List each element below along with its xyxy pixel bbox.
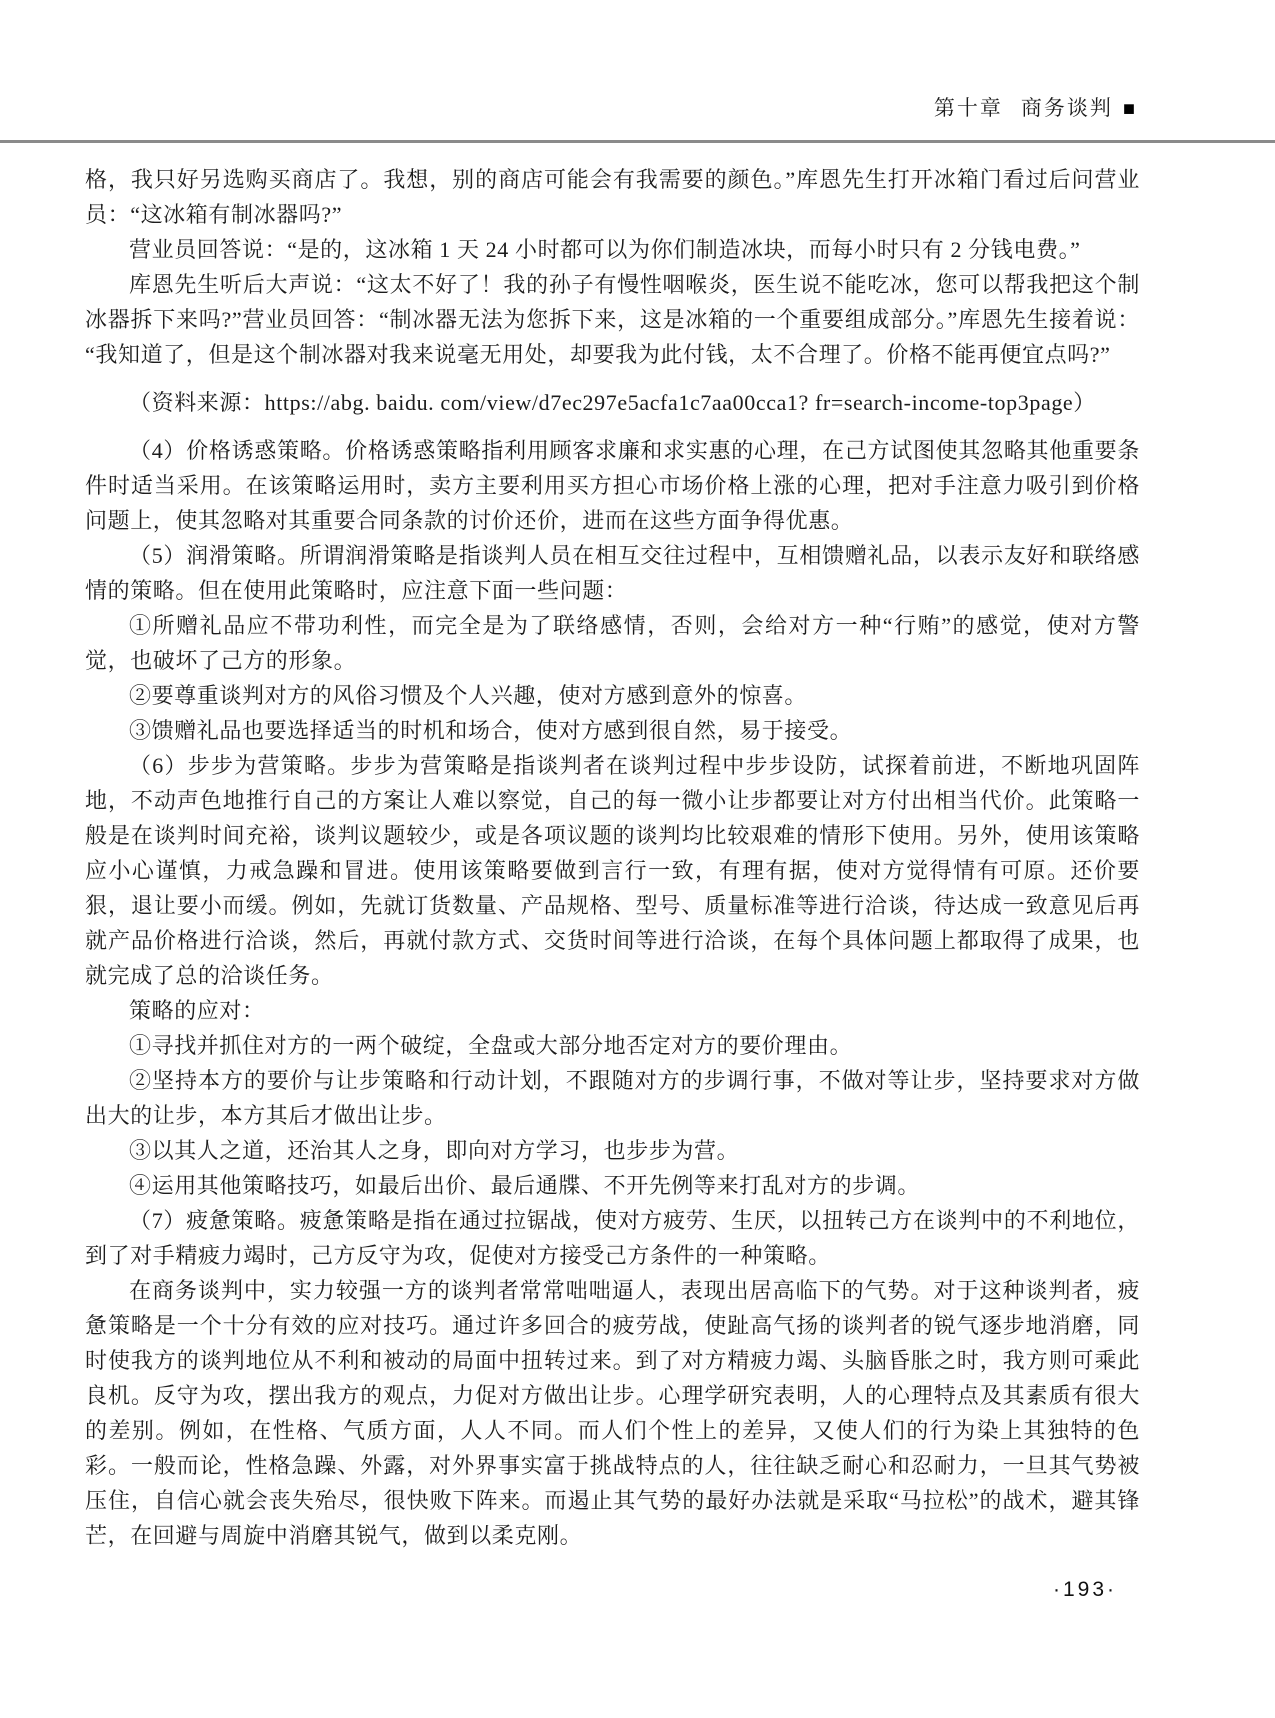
response-item-4: ④运用其他策略技巧，如最后出价、最后通牒、不开先例等来打乱对方的步调。 — [129, 1173, 921, 1198]
paragraph-response-heading: 策略的应对： — [129, 998, 265, 1023]
response-item-2: ②坚持本方的要价与让步策略和行动计划，不跟随对方的步调行事，不做对等让步，坚持要求对方做出大的让步，本方其后才做出让步。 — [85, 1068, 1140, 1128]
paragraph-continuation: 格，我只好另选购买商店了。我想，别的商店可能会有我需要的颜色。”库恩先生打开冰箱门看过后问营业员：“这冰箱有制冰器吗?” — [85, 167, 1140, 227]
response-item-3: ③以其人之道，还治其人之身，即向对方学习，也步步为营。 — [129, 1138, 740, 1163]
list-item-3: ③馈赠礼品也要选择适当的时机和场合，使对方感到很自然，易于接受。 — [129, 718, 853, 743]
paragraph-closing: 在商务谈判中，实力较强一方的谈判者常常咄咄逼人，表现出居高临下的气势。对于这种谈判者，疲惫策略是一个十分有效的应对技巧。通过许多回合的疲劳战，使趾高气扬的谈判者的锐气逐步地消磨，同时使我方的谈判地位从不利和被动的局面中扭转过来。到了对方精疲力竭、头脑昏胀之时，我方则可乘此良机。反守为攻，摆出我方的观点，力促对方做出让步。心理学研究表明，人的心理特点及其素质有很大的差别。例如，在性格、气质方面，人人不同。而人们个性上的差异，又使人们的行为染上其独特的色彩。一般而论，性格急躁、外露，对外界事实富于挑战特点的人，往往缺乏耐心和忍耐力，一旦其气势被压住，自信心就会丧失殆尽，很快败下阵来。而遏止其气势的最好办法就是采取“马拉松”的战术，避其锋芒，在回避与周旋中消磨其锐气，做到以柔克刚。 — [85, 1278, 1140, 1548]
paragraph-strategy-7: （7）疲惫策略。疲惫策略是指在通过拉锯战，使对方疲劳、生厌，以扭转己方在谈判中的不利地位，到了对手精疲力竭时，己方反守为攻，促使对方接受己方条件的一种策略。 — [85, 1208, 1140, 1268]
chapter-title: 商务谈判 — [1020, 96, 1113, 120]
chapter-square-icon: ■ — [1122, 98, 1135, 120]
list-item-1: ①所赠礼品应不带功利性，而完全是为了联络感情，否则，会给对方一种“行贿”的感觉，使对方警觉，也破坏了己方的形象。 — [85, 613, 1140, 673]
chapter-number: 第十章 — [933, 96, 1003, 120]
page-body — [85, 162, 1140, 1553]
response-item-1: ①寻找并抓住对方的一两个破绽，全盘或大部分地否定对方的要价理由。 — [129, 1033, 853, 1058]
page-number: ·193· — [1052, 1578, 1117, 1601]
paragraph-dialogue: 库恩先生听后大声说：“这太不好了！我的孙子有慢性咽喉炎，医生说不能吃冰，您可以帮我把这个制冰器拆下来吗?”营业员回答：“制冰器无法为您拆下来，这是冰箱的一个重要组成部分。”库恩先生接着说：“我知道了，但是这个制冰器对我来说毫无用处，却要我为此付钱，太不合理了。价格不能再便宜点吗?” — [85, 272, 1140, 367]
paragraph-strategy-6: （6）步步为营策略。步步为营策略是指谈判者在谈判过程中步步设防，试探着前进，不断地巩固阵地，不动声色地推行自己的方案让人难以察觉，自己的每一微小让步都要让对方付出相当代价。此策略一般是在谈判时间充裕，谈判议题较少，或是各项议题的谈判均比较艰难的情形下使用。另外，使用该策略应小心谨慎，力戒急躁和冒进。使用该策略要做到言行一致，有理有据，使对方觉得情有可原。还价要狠，退让要小而缓。例如，先就订货数量、产品规格、型号、质量标准等进行洽谈，待达成一致意见后再就产品价格进行洽谈，然后，再就付款方式、交货时间等进行洽谈，在每个具体问题上都取得了成果，也就完成了总的洽谈任务。 — [85, 753, 1140, 988]
paragraph-strategy-4: （4）价格诱惑策略。价格诱惑策略指利用顾客求廉和求实惠的心理，在己方试图使其忽略其他重要条件时适当采用。在该策略运用时，卖方主要利用买方担心市场价格上涨的心理，把对手注意力吸引到价格问题上，使其忽略对其重要合同条款的讨价还价，进而在这些方面争得优惠。 — [85, 438, 1140, 533]
paragraph-dialogue: 营业员回答说：“是的，这冰箱 1 天 24 小时都可以为你们制造冰块，而每小时只有 2 分钱电费。” — [129, 237, 1081, 262]
header-rule — [0, 140, 1275, 143]
running-head — [0, 92, 1135, 122]
source-citation: （资料来源：https://abg. baidu. com/view/d7ec297e5acfa1c7aa00cca1? fr=search-income-top3page） — [129, 390, 1096, 415]
list-item-2: ②要尊重谈判对方的风俗习惯及个人兴趣，使对方感到意外的惊喜。 — [129, 683, 808, 708]
paragraph-strategy-5: （5）润滑策略。所谓润滑策略是指谈判人员在相互交往过程中，互相馈赠礼品，以表示友好和联络感情的策略。但在使用此策略时，应注意下面一些问题： — [85, 543, 1140, 603]
